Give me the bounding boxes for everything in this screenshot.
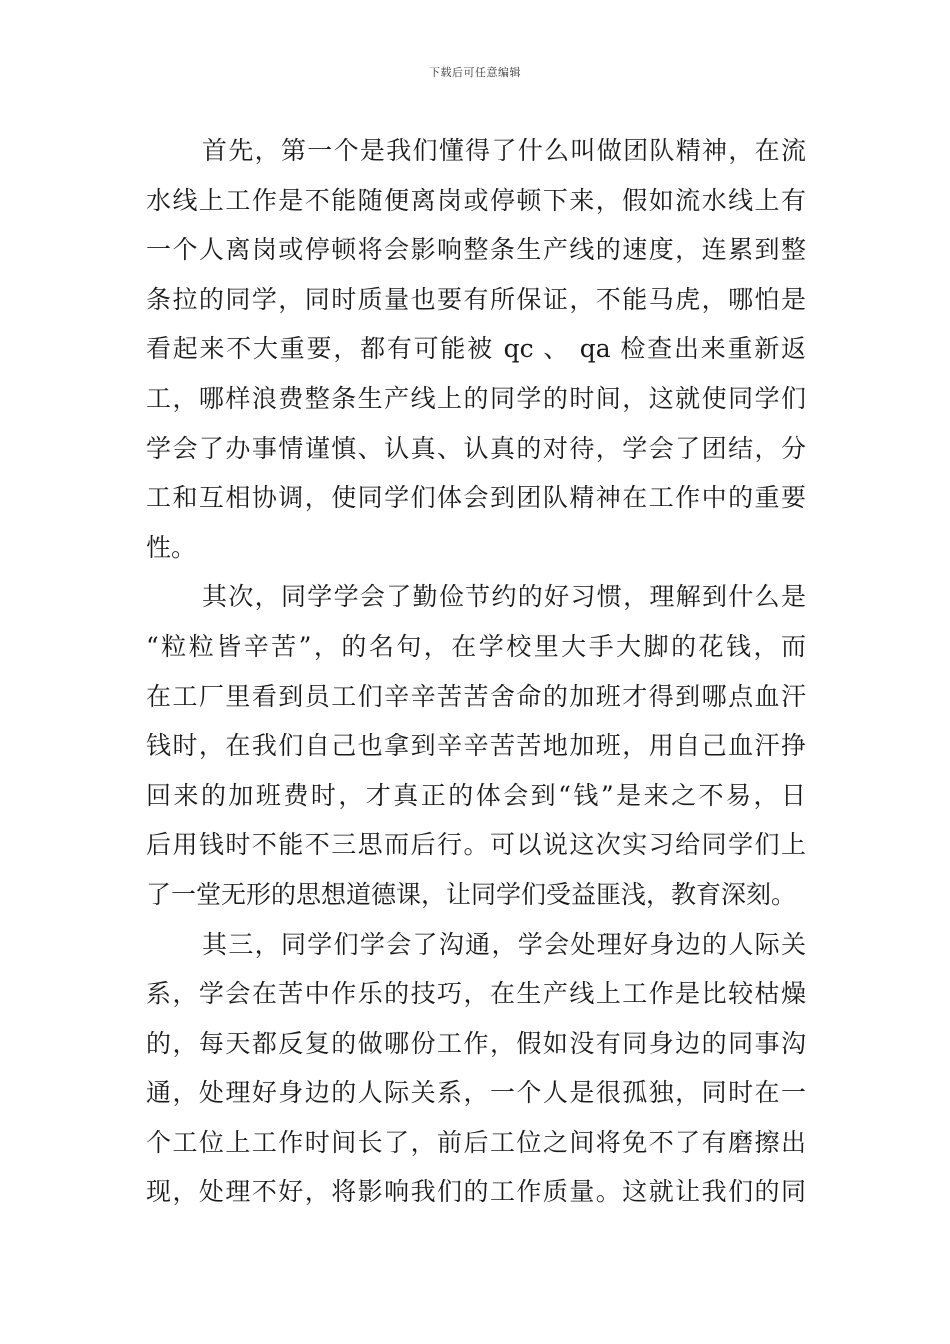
text-line: 在工厂里看到员工们辛辛苦苦舍命的加班才得到哪点血汗 [146,681,806,711]
text-line: 性。 [146,532,197,562]
text-line: 现，处理不好，将影响我们的工作质量。这就让我们的同 [146,1177,806,1207]
text-line: 系，学会在苦中作乐的技巧，在生产线上工作是比较枯燥 [146,979,806,1009]
page-header: 下载后可任意编辑 [429,66,521,79]
text-line: 个工位上工作时间长了，前后工位之间将免不了有磨擦出 [146,1127,806,1157]
text-line: 的，每天都反复的做哪份工作，假如没有同身边的同事沟 [146,1028,806,1058]
text-line: 其次，同学学会了勤俭节约的好习惯，理解到什么是 [202,582,806,612]
text-line: 条拉的同学，同时质量也要有所保证，不能马虎，哪怕是 [146,284,806,314]
text-line: 其三，同学们学会了沟通，学会处理好身边的人际关 [202,929,806,959]
text-line: 一个人离岗或停顿将会影响整条生产线的速度，连累到整 [146,235,806,265]
body-text [146,126,806,1217]
text-line: 钱时，在我们自己也拿到辛辛苦苦地加班，用自己血汗挣 [146,731,806,761]
text-line: 后用钱时不能不三思而后行。可以说这次实习给同学们上 [146,830,806,860]
text-line: 水线上工作是不能随便离岗或停顿下来，假如流水线上有 [146,185,806,215]
text-line: 看起来不大重要，都有可能被 qc 、 qa 检查出来重新返 [146,334,806,364]
text-line: 工和互相协调，使同学们体会到团队精神在工作中的重要 [146,483,806,513]
text-line: 学会了办事情谨慎、认真、认真的对待，学会了团结，分 [146,433,806,463]
text-line: 首先，第一个是我们懂得了什么叫做团队精神，在流 [202,136,806,165]
text-line: “粒粒皆辛苦”，的名句，在学校里大手大脚的花钱，而 [146,631,806,661]
text-line: 通，处理好身边的人际关系，一个人是很孤独，同时在一 [146,1078,806,1108]
text-line: 了一堂无形的思想道德课，让同学们受益匪浅，教育深刻。 [146,879,797,909]
text-line: 工，哪样浪费整条生产线上的同学的时间，这就使同学们 [146,383,806,413]
text-line: 回来的加班费时，才真正的体会到“钱”是来之不易，日 [146,780,806,810]
